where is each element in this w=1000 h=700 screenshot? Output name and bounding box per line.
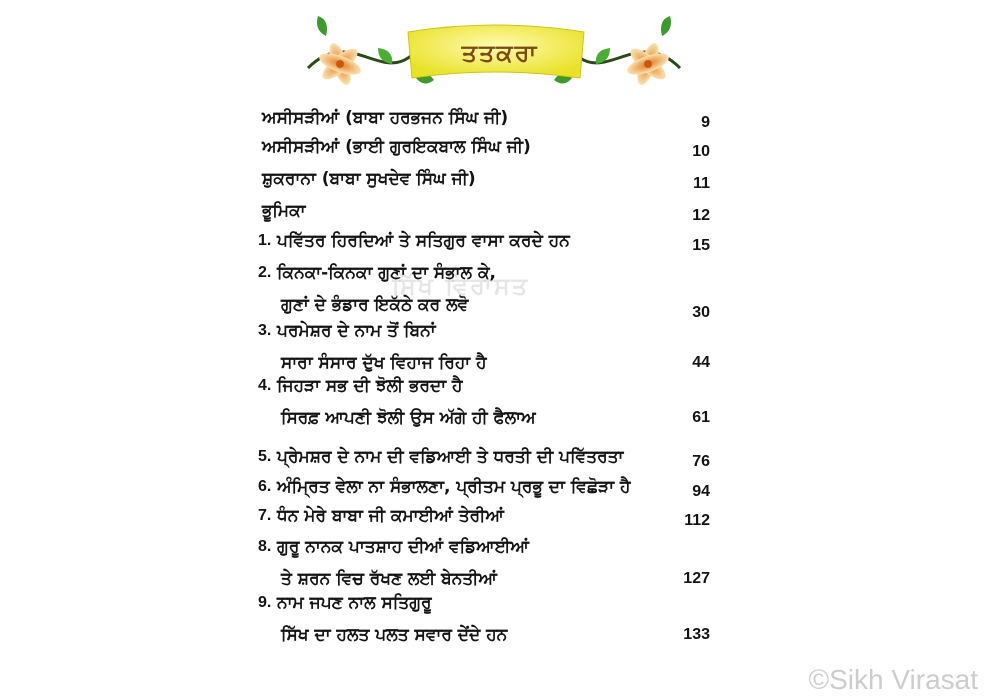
faded-stamp: ਸਿੱਖ ਵਿਰਾਸਤ: [392, 272, 530, 300]
entry-page-number: 44: [692, 354, 710, 371]
entry-page-number: 61: [692, 409, 710, 426]
entry-title: ਸਿੱਖ ਦਾ ਹਲਤ ਪਲਤ ਸਵਾਰ ਦੇਂਦੇ ਹਨ: [281, 625, 508, 645]
entry-number: 4.: [258, 377, 272, 394]
entry-page-number: 94: [692, 483, 710, 500]
entry-number: 5.: [258, 448, 272, 465]
entry-page-number: 76: [692, 453, 710, 470]
entry-page-number: 127: [683, 570, 710, 587]
entry-title: ਸਾਰਾ ਸੰਸਾਰ ਦੁੱਖ ਵਿਹਾਜ ਰਿਹਾ ਹੈ: [281, 353, 487, 373]
entry-title: ਨਾਮ ਜਪਣ ਨਾਲ ਸਤਿਗੁਰੂ: [277, 593, 432, 613]
entry-title: ਸਿਰਫ਼ ਆਪਣੀ ਝੋਲੀ ਉਸ ਅੱਗੇ ਹੀ ਫੈਲਾਅ: [281, 408, 536, 428]
entry-number: 7.: [258, 507, 272, 524]
entry-title: ਗੁਰੂ ਨਾਨਕ ਪਾਤਸ਼ਾਹ ਦੀਆਂ ਵਡਿਆਈਆਂ: [277, 537, 529, 557]
watermark: ©Sikh Virasat: [808, 664, 978, 695]
entry-title: ਤੇ ਸ਼ਰਨ ਵਿਚ ਰੱਖਣ ਲਈ ਬੇਨਤੀਆਂ: [281, 569, 497, 589]
entry-title: ਪ੍ਰੇਮਸ਼ਰ ਦੇ ਨਾਮ ਦੀ ਵਡਿਆਈ ਤੇ ਧਰਤੀ ਦੀ ਪਵਿੱਤਰਤਾ: [277, 447, 624, 467]
entry-page-number: 9: [701, 114, 710, 131]
entry-title: ਸ਼ੁਕਰਾਨਾ (ਬਾਬਾ ਸੁਖਦੇਵ ਸਿੰਘ ਜੀ): [262, 169, 476, 189]
entry-title: ਕਿਨਕਾ-ਕਿਨਕਾ ਗੁਣਾਂ ਦਾ ਸੰਭਾਲ ਕੇ,: [277, 263, 497, 283]
entry-page-number: 15: [692, 237, 710, 254]
entry-title: ਅਸੀਸੜੀਆਂ (ਭਾਈ ਗੁਰਇਕਬਾਲ ਸਿੰਘ ਜੀ): [262, 137, 531, 157]
entry-number: 8.: [258, 538, 272, 555]
entry-page-number: 11: [693, 175, 710, 192]
entry-title: ਅੰਮ੍ਰਿਤ ਵੇਲਾ ਨਾ ਸੰਭਾਲਣਾ, ਪ੍ਰੀਤਮ ਪ੍ਰਭੂ ਦਾ ਵਿਛੋੜਾ ਹੈ: [277, 477, 631, 497]
entry-page-number: 30: [692, 304, 710, 321]
entry-number: 1.: [258, 232, 272, 249]
entry-number: 6.: [258, 478, 272, 495]
entry-title: ਧੰਨ ਮੇਰੇ ਬਾਬਾ ਜੀ ਕਮਾਈਆਂ ਤੇਰੀਆਂ: [277, 506, 504, 526]
entry-page-number: 133: [683, 626, 710, 643]
entry-title: ਗੁਣਾਂ ਦੇ ਭੰਡਾਰ ਇਕੱਠੇ ਕਰ ਲਵੋ: [281, 295, 469, 315]
entry-title: ਪਵਿੱਤਰ ਹਿਰਦਿਆਂ ਤੇ ਸਤਿਗੁਰ ਵਾਸਾ ਕਰਦੇ ਹਨ: [277, 231, 570, 251]
entry-title: ਜਿਹੜਾ ਸਭ ਦੀ ਝੋਲੀ ਭਰਦਾ ਹੈ: [277, 376, 463, 396]
entry-title: ਭੂਮਿਕਾ: [262, 201, 306, 221]
entry-page-number: 112: [684, 512, 710, 529]
entry-page-number: 12: [692, 207, 710, 224]
entry-page-number: 10: [692, 143, 710, 160]
page-title: ਤਤਕਰਾ: [461, 39, 539, 67]
entry-title: ਅਸੀਸੜੀਆਂ (ਬਾਬਾ ਹਰਭਜਨ ਸਿੰਘ ਜੀ): [262, 108, 509, 128]
entry-number: 2.: [258, 264, 272, 281]
entry-number: 3.: [258, 322, 272, 339]
entry-number: 9.: [258, 594, 272, 611]
entry-title: ਪਰਮੇਸ਼ਰ ਦੇ ਨਾਮ ਤੋਂ ਬਿਨਾਂ: [277, 321, 436, 341]
